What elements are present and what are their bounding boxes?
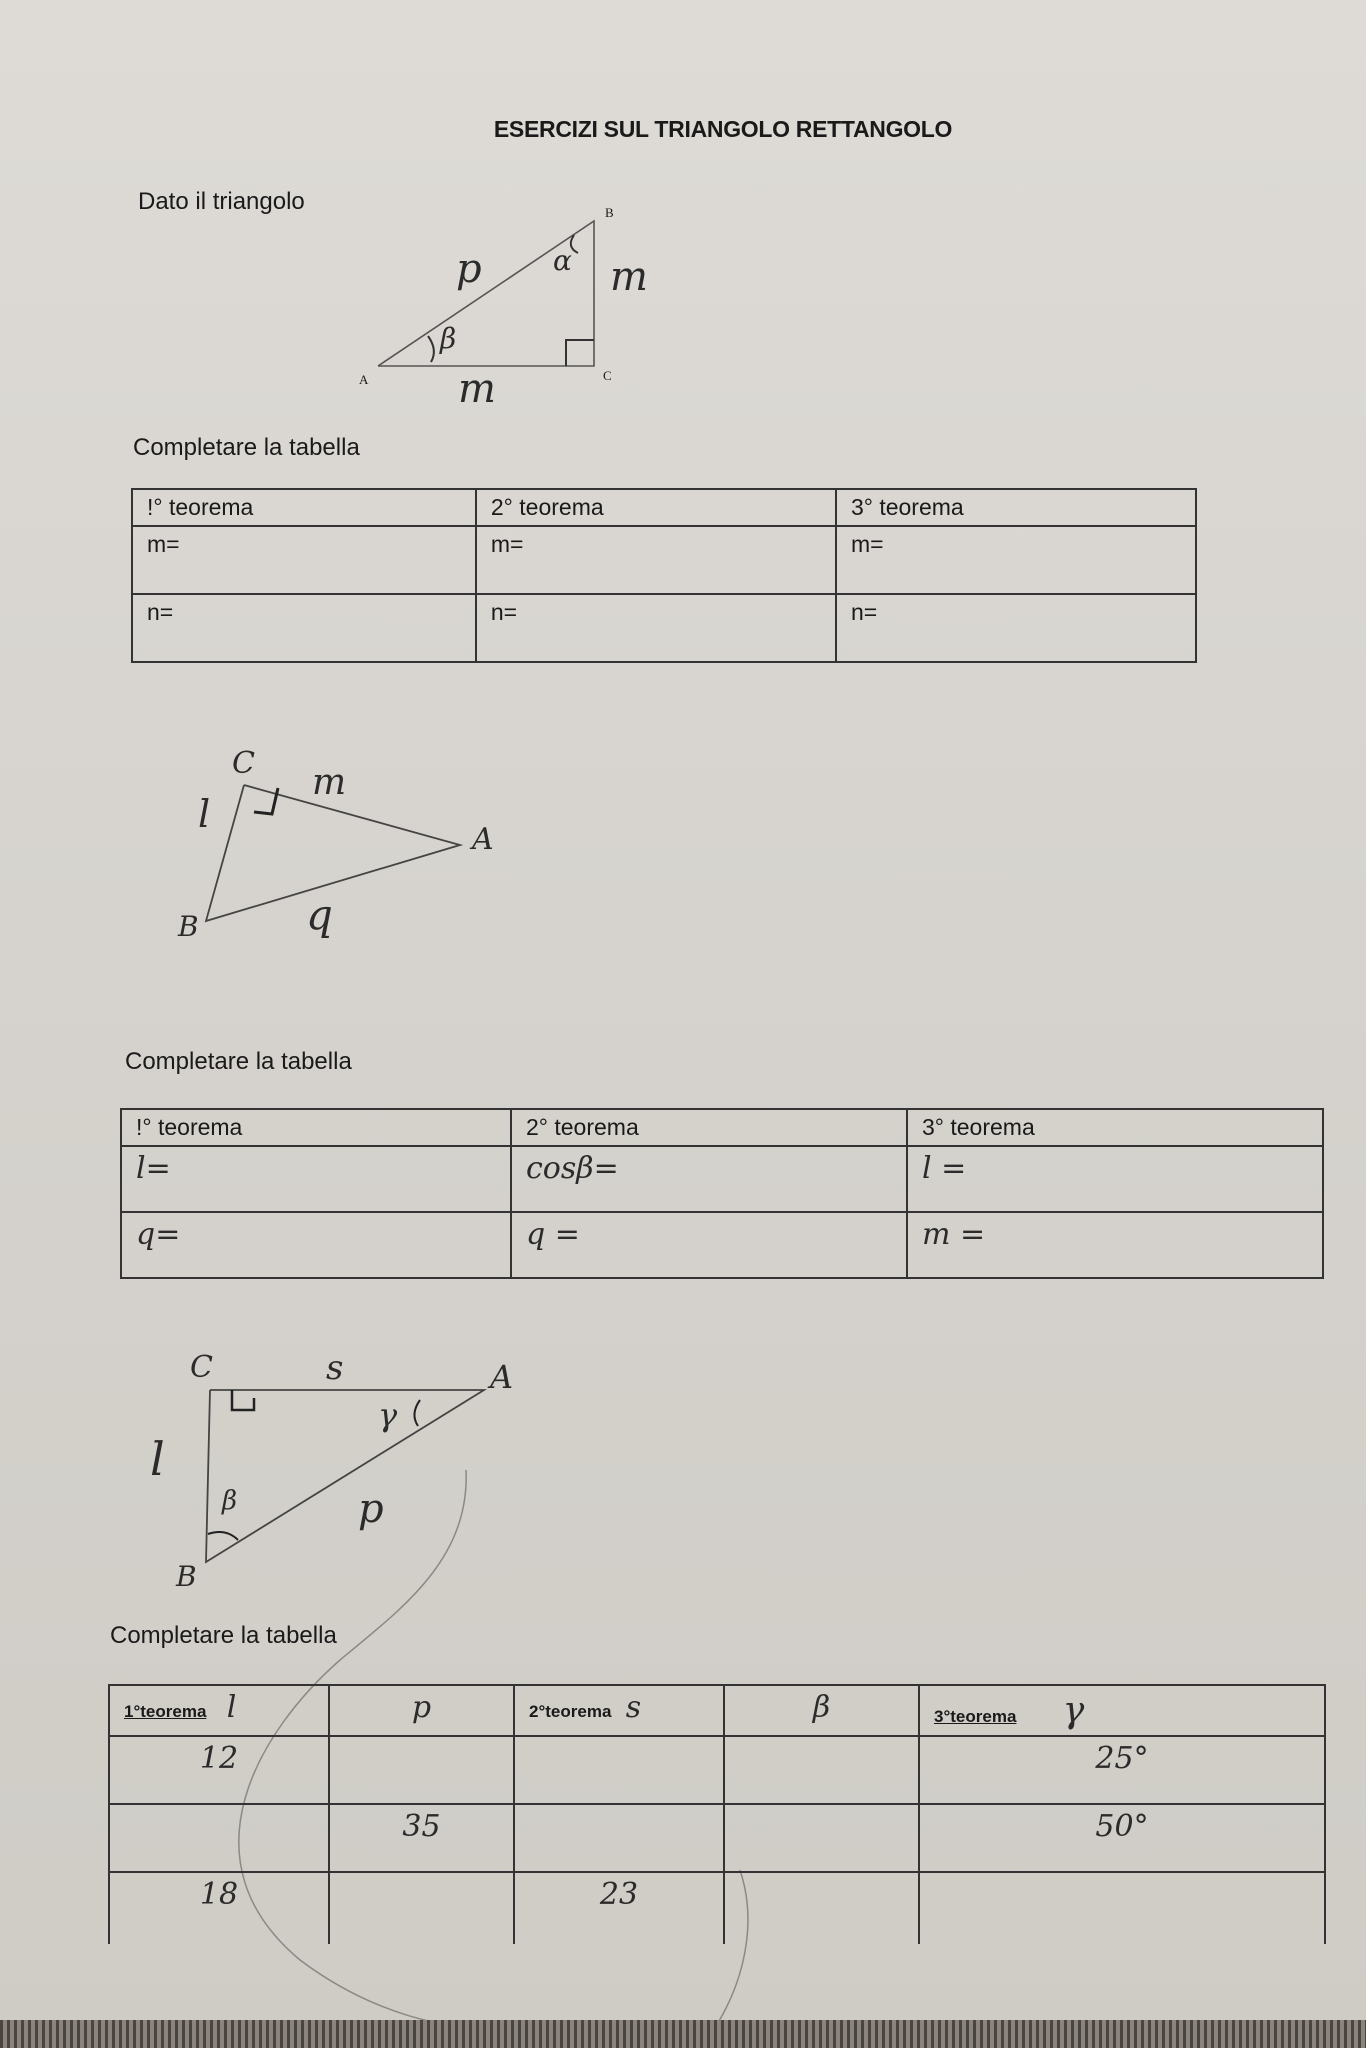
header-label: 1°teorema xyxy=(124,1702,207,1721)
tri1-vertex-c: C xyxy=(603,368,612,383)
section3-heading: Completare la tabella xyxy=(110,1622,337,1649)
table-cell[interactable]: q= xyxy=(121,1212,511,1278)
header-cell-p xyxy=(329,1685,514,1736)
table-cell[interactable]: cosβ= xyxy=(511,1146,907,1212)
table-cell[interactable] xyxy=(724,1804,919,1872)
tri1-hyp-label: p xyxy=(456,246,482,292)
table-cell[interactable]: 23 xyxy=(514,1872,724,1944)
header-symbol: γ xyxy=(1062,1690,1085,1731)
header-cell-theorem3-gamma xyxy=(919,1685,1325,1736)
table-cell[interactable]: m= xyxy=(476,526,836,594)
table-cell[interactable] xyxy=(724,1872,919,1944)
table-cell[interactable]: 25° xyxy=(919,1736,1325,1804)
tri3-side-l: l xyxy=(150,1432,165,1486)
section1-table xyxy=(131,488,1197,663)
tri1-vertex-a: A xyxy=(359,372,369,387)
table-cell[interactable] xyxy=(724,1736,919,1804)
tri3-vertex-b: B xyxy=(176,1560,197,1593)
tri2-vertex-b: B xyxy=(178,910,199,943)
header-cell: !° teorema xyxy=(132,489,476,526)
section2-heading: Completare la tabella xyxy=(125,1048,352,1075)
table-cell[interactable]: 35 xyxy=(329,1804,514,1872)
intro-text: Dato il triangolo xyxy=(138,188,305,215)
table-cell[interactable]: l = xyxy=(907,1146,1323,1212)
header-cell: 2° teorema xyxy=(476,489,836,526)
header-cell: 3° teorema xyxy=(907,1109,1323,1146)
header-cell: 3° teorema xyxy=(836,489,1196,526)
tri3-side-s: s xyxy=(326,1348,344,1388)
tri2-vertex-c: C xyxy=(232,746,255,781)
table-cell[interactable] xyxy=(919,1872,1325,1944)
tri3-vertex-a: A xyxy=(490,1358,514,1396)
tri1-leg-vertical-label: m xyxy=(610,254,648,300)
table-cell[interactable]: 12 xyxy=(109,1736,329,1804)
table-cell[interactable] xyxy=(514,1804,724,1872)
tri3-angle-gamma: γ xyxy=(378,1396,398,1434)
header-cell: 2° teorema xyxy=(511,1109,907,1146)
tri1-leg-horizontal-label: m xyxy=(458,366,496,412)
section1-heading: Completare la tabella xyxy=(133,434,360,461)
header-label: 3°teorema xyxy=(934,1707,1017,1726)
table-cell[interactable]: n= xyxy=(132,594,476,662)
table-cell[interactable]: n= xyxy=(836,594,1196,662)
header-cell-theorem1-l xyxy=(109,1685,329,1736)
tri3-vertex-c: C xyxy=(190,1350,213,1385)
table-cell[interactable]: m = xyxy=(907,1212,1323,1278)
section2-table xyxy=(120,1108,1324,1279)
header-symbol: p xyxy=(411,1690,432,1725)
table-cell[interactable] xyxy=(329,1736,514,1804)
header-symbol: β xyxy=(812,1690,831,1725)
tri1-angle-alpha: α xyxy=(553,244,572,277)
desk-surface xyxy=(0,2020,1366,2048)
table-cell[interactable]: m= xyxy=(132,526,476,594)
tri2-side-q: q xyxy=(306,890,333,939)
table-cell[interactable]: 50° xyxy=(919,1804,1325,1872)
tri1-vertex-b: B xyxy=(605,205,614,220)
header-symbol: s xyxy=(625,1690,642,1725)
header-symbol: l xyxy=(226,1690,237,1725)
tri1-angle-beta: β xyxy=(440,322,457,355)
tri2-side-m: m xyxy=(312,762,347,803)
header-cell: !° teorema xyxy=(121,1109,511,1146)
header-cell-theorem2-s xyxy=(514,1685,724,1736)
tri3-side-p: p xyxy=(358,1486,384,1532)
table-cell[interactable]: m= xyxy=(836,526,1196,594)
table-cell[interactable]: q = xyxy=(511,1212,907,1278)
worksheet-title: ESERCIZI SUL TRIANGOLO RETTANGOLO xyxy=(493,116,953,142)
table-cell[interactable]: 18 xyxy=(109,1872,329,1944)
header-label: 2°teorema xyxy=(529,1702,612,1721)
table-cell[interactable]: l= xyxy=(121,1146,511,1212)
table-cell[interactable] xyxy=(109,1804,329,1872)
tri3-angle-beta: β xyxy=(222,1486,238,1516)
table-cell[interactable] xyxy=(329,1872,514,1944)
tri2-vertex-a: A xyxy=(472,822,494,857)
table-cell[interactable]: n= xyxy=(476,594,836,662)
tri2-side-l: l xyxy=(198,792,211,836)
table-cell[interactable] xyxy=(514,1736,724,1804)
section3-table xyxy=(108,1684,1326,1944)
header-cell-beta xyxy=(724,1685,919,1736)
